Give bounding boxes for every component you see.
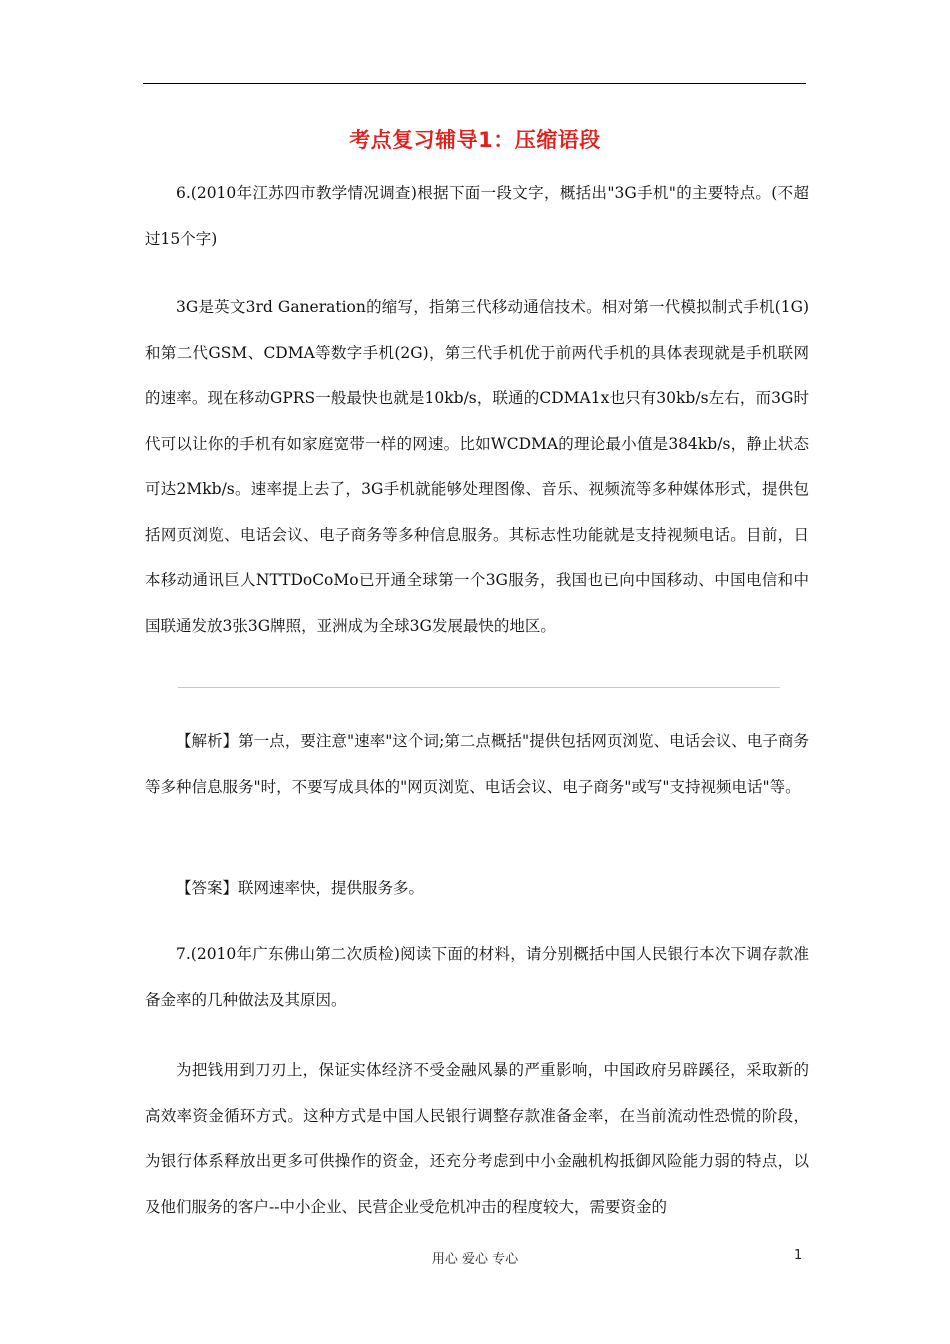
section-divider (178, 687, 780, 688)
footer-motto: 用心 爱心 专心 (431, 1252, 519, 1267)
document-title: 考点复习辅导1：压缩语段 (349, 128, 601, 152)
header-rule (143, 83, 806, 84)
question-6: 6.(2010年江苏四市教学情况调查)根据下面一段文字，概括出"3G手机"的主要特点。(不超过15个字) (145, 184, 809, 248)
passage-7: 为把钱用到刀刃上，保证实体经济不受金融风暴的严重影响，中国政府另辟蹊径，采取新的高效率资金循环方式。这种方式是中国人民银行调整存款准备金率，在当前流动性恐慌的阶段，为银行体系释放出更多可供操作的资金，还充分考虑到中小金融机构抵御风险能力弱的特点，以及他们服务的客户--中小企业、民营企业受危机冲击的程度较大，需要资金的 (145, 1061, 809, 1216)
analysis-6: 【解析】第一点，要注意"速率"这个词;第二点概括"提供包括网页浏览、电话会议、电子商务等多种信息服务"时，不要写成具体的"网页浏览、电话会议、电子商务"或写"支持视频电话"等。 (145, 732, 809, 796)
passage-6: 3G是英文3rd Ganeration的缩写，指第三代移动通信技术。相对第一代模拟制式手机(1G)和第二代GSM、CDMA等数字手机(2G)，第三代手机优于前两代手机的具体表现就是手机联网的速率。现在移动GPRS一般最快也就是10kb/s，联通的CDMA1x也只有30kb/s左右，而3G时代可以让你的手机有如家庭宽带一样的网速。比如WCDMA的理论最小值是384kb/s，静止状态可达2Mkb/s。速率提上去了，3G手机就能够处理图像、音乐、视频流等多种媒体形式，提供包括网页浏览、电话会议、电子商务等多种信息服务。其标志性功能就是支持视频电话。目前，日本移动通讯巨人NTTDoCoMo已开通全球第一个3G服务，我国也已向中国移动、中国电信和中国联通发放3张3G牌照，亚洲成为全球3G发展最快的地区。 (145, 298, 809, 635)
answer-6: 【答案】联网速率快，提供服务多。 (176, 879, 425, 897)
page-number: 1 (794, 1248, 803, 1263)
question-7: 7.(2010年广东佛山第二次质检)阅读下面的材料，请分别概括中国人民银行本次下调存款准备金率的几种做法及其原因。 (145, 945, 809, 1009)
